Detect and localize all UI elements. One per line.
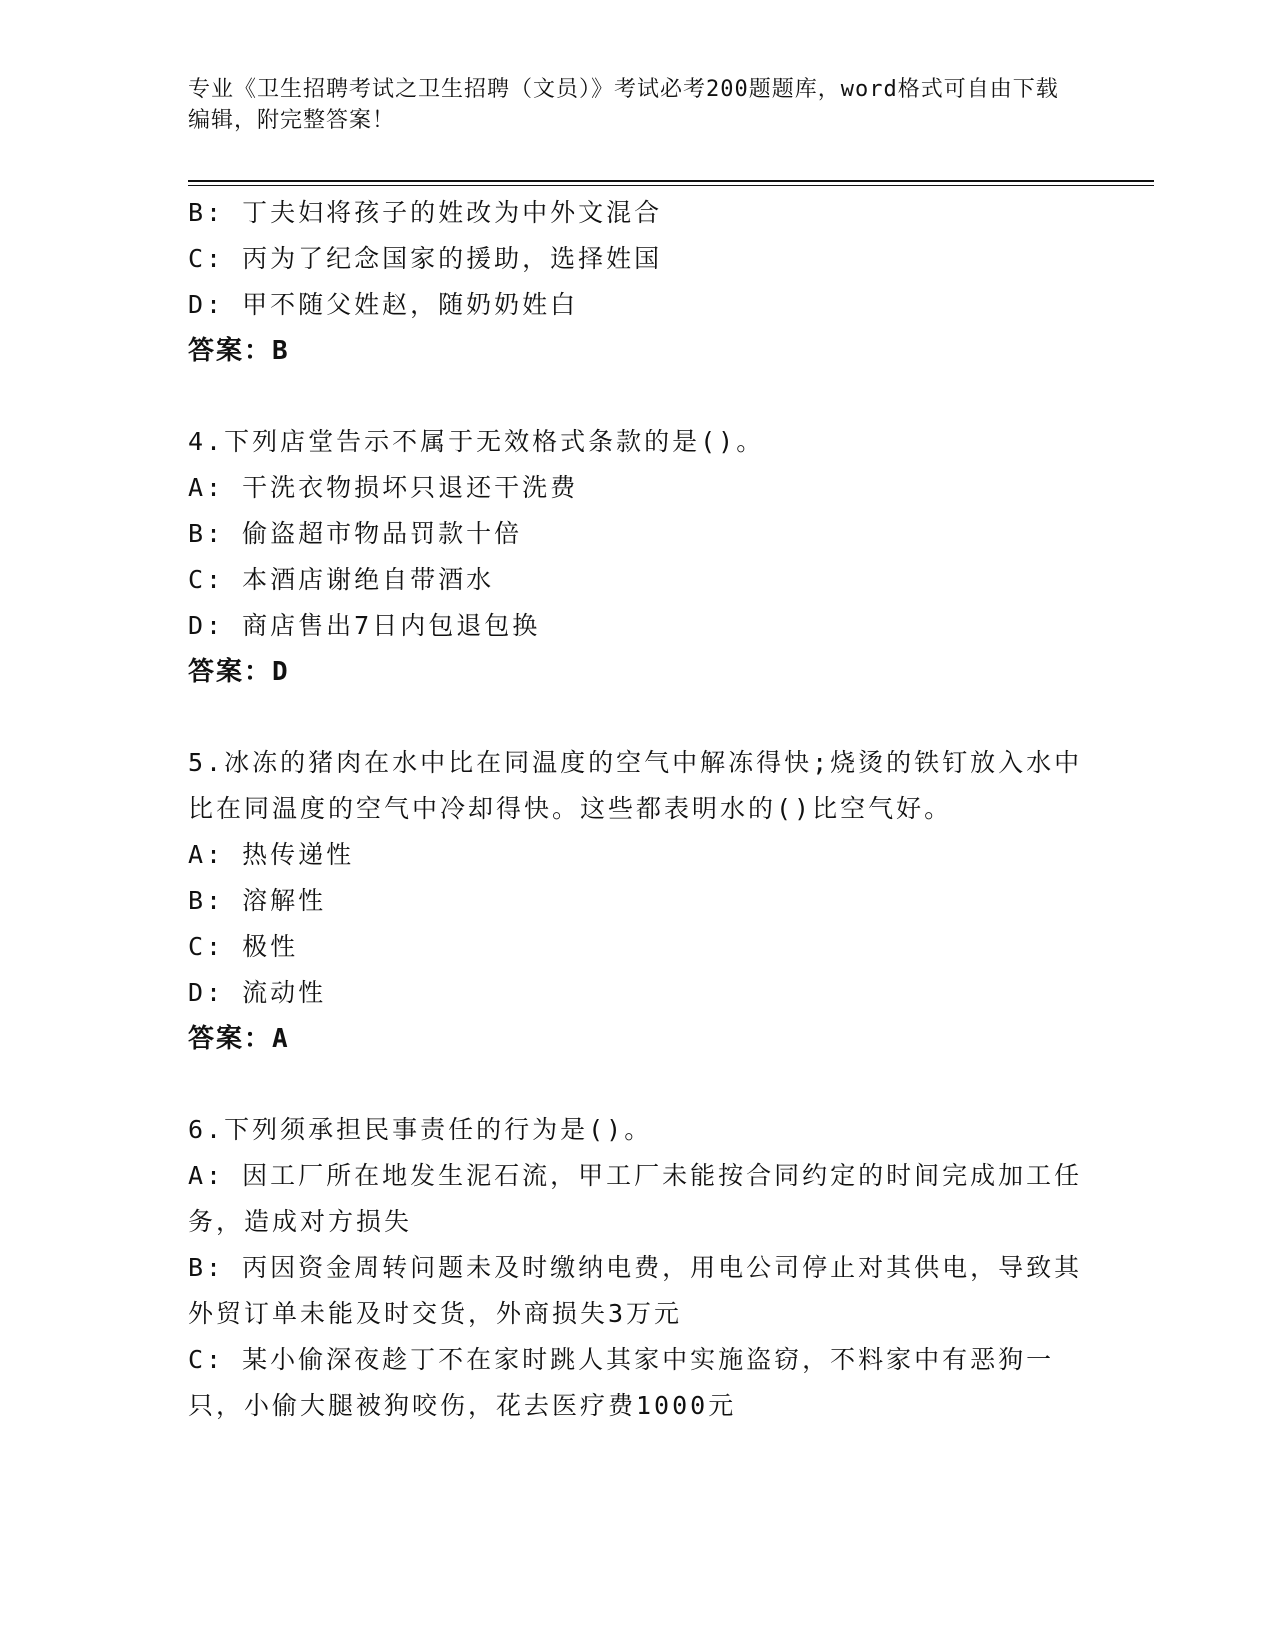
option-d: D: 商店售出7日内包退包换: [188, 611, 541, 640]
question-stem: 6.下列须承担民事责任的行为是()。: [188, 1115, 653, 1144]
option-b: B: 丙因资金周转问题未及时缴纳电费，用电公司停止对其供电，导致其外贸订单未能及时交货，外商损失3万元: [188, 1253, 1083, 1328]
question-list: [188, 190, 1088, 1429]
option-d: D: 甲不随父姓赵，随奶奶姓白: [188, 290, 579, 319]
option-b: B: 偷盗超市物品罚款十倍: [188, 519, 523, 548]
question-5: [188, 740, 1088, 1062]
option-a: A: 干洗衣物损坏只退还干洗费: [188, 473, 579, 502]
option-a: A: 热传递性: [188, 840, 355, 869]
question-stem: 4.下列店堂告示不属于无效格式条款的是()。: [188, 427, 765, 456]
header-rule-thick: [188, 180, 1154, 182]
question-6: [188, 1107, 1088, 1429]
option-c: C: 本酒店谢绝自带酒水: [188, 565, 495, 594]
option-c: C: 某小偷深夜趁丁不在家时跳人其家中实施盗窃，不料家中有恶狗一只，小偷大腿被狗咬伤，花去医疗费1000元: [188, 1345, 1055, 1420]
option-a: A: 因工厂所在地发生泥石流，甲工厂未能按合同约定的时间完成加工任务，造成对方损失: [188, 1161, 1083, 1236]
option-c: C: 丙为了纪念国家的援助，选择姓国: [188, 244, 663, 273]
answer-label: 答案：A: [188, 1024, 290, 1054]
question-4: [188, 419, 1088, 695]
header-rule-thin: [188, 185, 1154, 186]
option-b: B: 溶解性: [188, 886, 327, 915]
option-c: C: 极性: [188, 932, 299, 961]
option-d: D: 流动性: [188, 978, 327, 1007]
answer-label: 答案：B: [188, 336, 290, 366]
option-b: B: 丁夫妇将孩子的姓改为中外文混合: [188, 198, 663, 227]
answer-label: 答案：D: [188, 657, 290, 687]
page-header: 专业《卫生招聘考试之卫生招聘（文员）》考试必考200题题库，word格式可自由下载编辑，附完整答案！: [188, 77, 1059, 133]
question-stem: 5.冰冻的猪肉在水中比在同温度的空气中解冻得快;烧烫的铁钉放入水中比在同温度的空气中冷却得快。这些都表明水的()比空气好。: [188, 748, 1083, 823]
question-3-continued: [188, 190, 1088, 374]
